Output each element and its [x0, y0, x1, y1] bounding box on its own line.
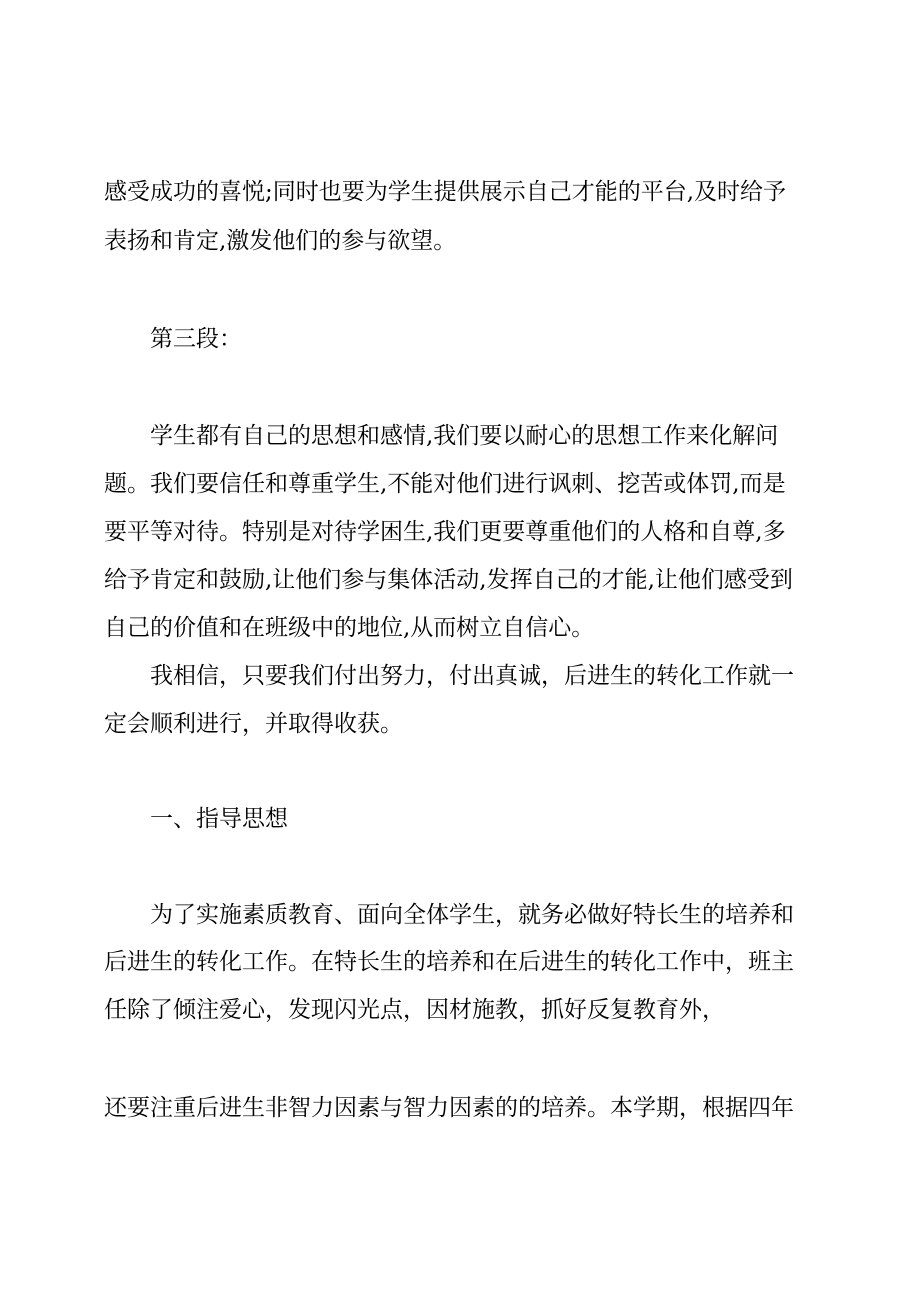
paragraph-3-line-1: 我相信，只要我们付出努力，付出真诚，后进生的转化工作就一	[150, 663, 794, 689]
paragraph-4-line-3: 任除了倾注爱心，发现闪光点，因材施教，抓好反复教育外，	[104, 997, 725, 1023]
paragraph-1-line-2: 表扬和肯定,激发他们的参与欲望。	[104, 228, 457, 254]
paragraph-2-line-4: 给予肯定和鼓励,让他们参与集体活动,发挥自己的才能,让他们感受到	[104, 567, 793, 593]
section-heading-third: 第三段：	[150, 326, 242, 352]
paragraph-4-line-2: 后进生的转化工作。在特长生的培养和在后进生的转化工作中，班主	[104, 949, 794, 975]
paragraph-2-line-1: 学生都有自己的思想和感情,我们要以耐心的思想工作来化解问	[150, 423, 779, 449]
paragraph-2-line-5: 自己的价值和在班级中的地位,从而树立自信心。	[104, 615, 595, 641]
paragraph-1-line-1: 感受成功的喜悦;同时也要为学生提供展示自己才能的平台,及时给予	[104, 179, 787, 205]
paragraph-4-line-1: 为了实施素质教育、面向全体学生，就务必做好特长生的培养和	[150, 902, 794, 928]
paragraph-2-line-3: 要平等对待。特别是对待学困生,我们更要尊重他们的人格和自尊,多	[104, 519, 786, 545]
section-heading-guiding-ideology: 一、指导思想	[150, 806, 288, 832]
paragraph-5-line-1: 还要注重后进生非智力因素与智力因素的的培养。本学期，根据四年	[104, 1095, 794, 1121]
paragraph-3-line-2: 定会顺利进行，并取得收获。	[104, 711, 403, 737]
paragraph-2-line-2: 题。我们要信任和尊重学生,不能对他们进行讽刺、挖苦或体罚,而是	[104, 471, 786, 497]
